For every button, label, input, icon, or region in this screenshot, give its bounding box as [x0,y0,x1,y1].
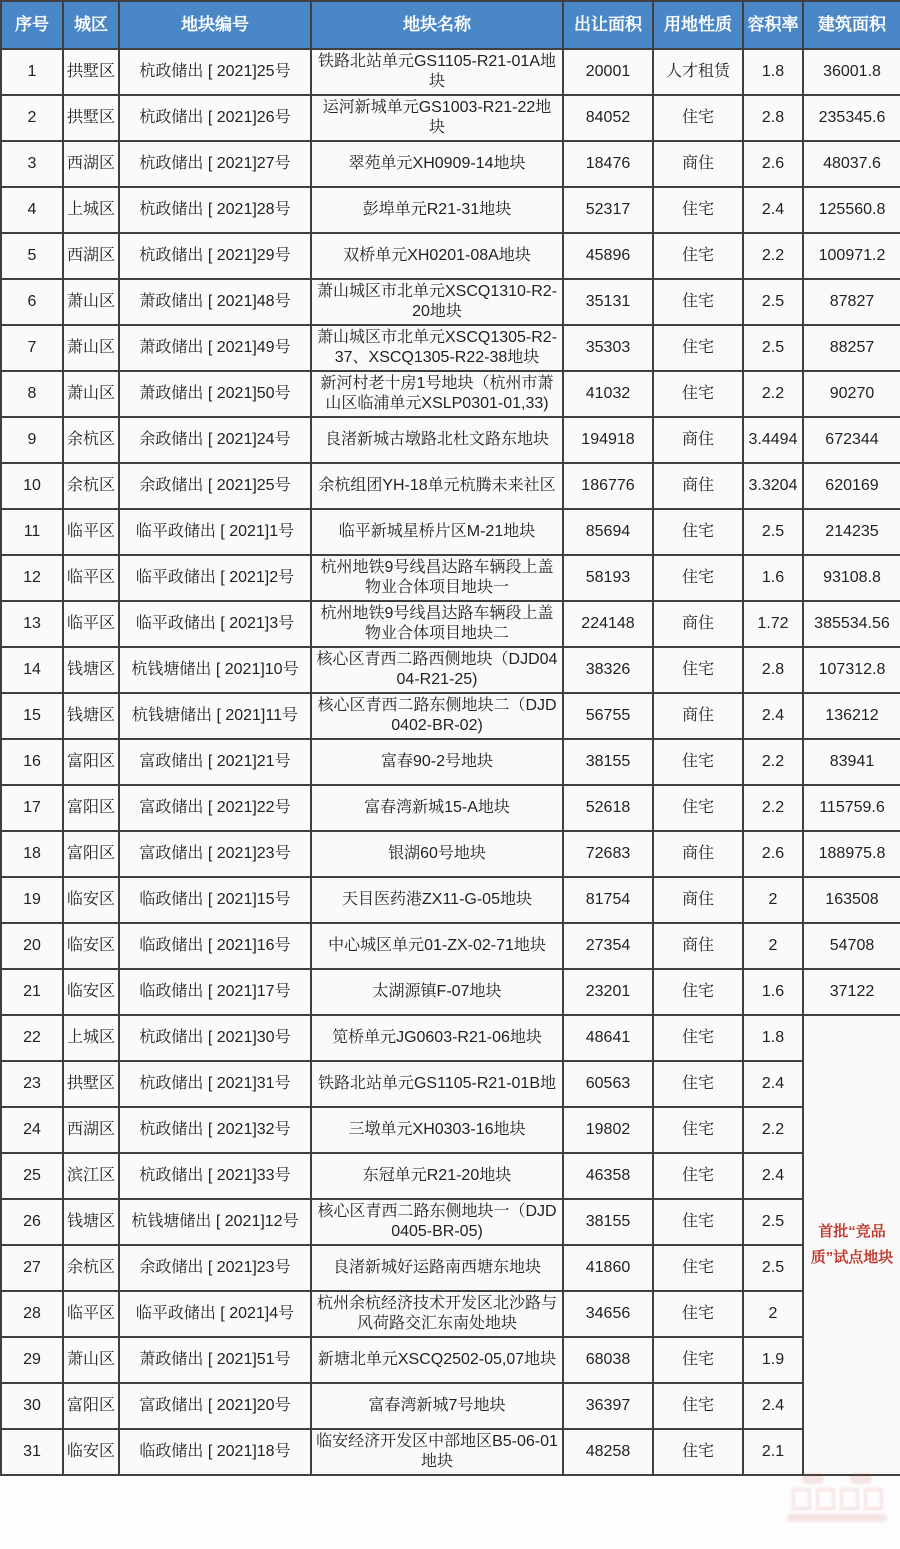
cell-code: 临政储出 [ 2021]16号 [119,923,311,969]
cell-far: 2.2 [743,785,803,831]
cell-district: 临平区 [63,1291,119,1337]
cell-code: 杭政储出 [ 2021]32号 [119,1107,311,1153]
cell-district: 余杭区 [63,1245,119,1291]
cell-use: 住宅 [653,1383,743,1429]
cell-far: 2.4 [743,187,803,233]
table-row [1,877,900,923]
cell-far: 2.6 [743,141,803,187]
cell-name: 新河村老十房1号地块（杭州市萧山区临浦单元XSLP0301-01,33) [311,371,563,417]
cell-district: 萧山区 [63,325,119,371]
cell-far: 2.8 [743,95,803,141]
cell-gfa: 87827 [803,279,900,325]
cell-code: 萧政储出 [ 2021]48号 [119,279,311,325]
cell-no: 1 [1,49,63,95]
cell-far: 2.2 [743,371,803,417]
cell-use: 住宅 [653,371,743,417]
cell-code: 临平政储出 [ 2021]1号 [119,509,311,555]
cell-gfa: 48037.6 [803,141,900,187]
cell-code: 富政储出 [ 2021]21号 [119,739,311,785]
cell-far: 2 [743,877,803,923]
column-header-gfa: 建筑面积 [803,1,900,49]
cell-district: 滨江区 [63,1153,119,1199]
cell-gfa: 385534.56 [803,601,900,647]
cell-district: 富阳区 [63,1383,119,1429]
cell-code: 临政储出 [ 2021]15号 [119,877,311,923]
cell-code: 富政储出 [ 2021]23号 [119,831,311,877]
cell-district: 钱塘区 [63,693,119,739]
cell-district: 萧山区 [63,279,119,325]
cell-use: 商住 [653,601,743,647]
cell-use: 住宅 [653,1061,743,1107]
cell-use: 商住 [653,877,743,923]
cell-no: 9 [1,417,63,463]
cell-code: 杭政储出 [ 2021]28号 [119,187,311,233]
cell-use: 住宅 [653,1107,743,1153]
cell-code: 杭政储出 [ 2021]29号 [119,233,311,279]
cell-district: 临安区 [63,969,119,1015]
table-row [1,1015,900,1061]
cell-name: 双桥单元XH0201-08A地块 [311,233,563,279]
cell-area: 46358 [563,1153,653,1199]
table-row [1,95,900,141]
cell-area: 60563 [563,1061,653,1107]
table-row [1,1199,900,1245]
cell-use: 住宅 [653,509,743,555]
cell-far: 2.4 [743,1383,803,1429]
cell-area: 35303 [563,325,653,371]
cell-area: 41032 [563,371,653,417]
cell-code: 临平政储出 [ 2021]2号 [119,555,311,601]
cell-gfa: 83941 [803,739,900,785]
table-body [1,49,900,1475]
cell-name: 翠苑单元XH0909-14地块 [311,141,563,187]
cell-area: 186776 [563,463,653,509]
table-row [1,509,900,555]
cell-name: 核心区青西二路东侧地块二（DJD0402-BR-02) [311,693,563,739]
table-row [1,1245,900,1291]
cell-no: 15 [1,693,63,739]
cell-far: 1.8 [743,1015,803,1061]
cell-gfa: 136212 [803,693,900,739]
table-row [1,1153,900,1199]
cell-district: 临安区 [63,923,119,969]
cell-name: 富春90-2号地块 [311,739,563,785]
cell-gfa: 125560.8 [803,187,900,233]
column-header-use: 用地性质 [653,1,743,49]
cell-no: 25 [1,1153,63,1199]
cell-code: 杭政储出 [ 2021]26号 [119,95,311,141]
cell-name: 临安经济开发区中部地区B5-06-01地块 [311,1429,563,1475]
cell-no: 20 [1,923,63,969]
cell-no: 22 [1,1015,63,1061]
cell-far: 2.6 [743,831,803,877]
watermark-glyphs [792,1488,883,1510]
cell-district: 上城区 [63,1015,119,1061]
cell-area: 194918 [563,417,653,463]
cell-district: 拱墅区 [63,49,119,95]
cell-use: 商住 [653,923,743,969]
header-row [1,1,900,49]
table-row [1,1383,900,1429]
cell-code: 临平政储出 [ 2021]4号 [119,1291,311,1337]
cell-no: 11 [1,509,63,555]
cell-area: 27354 [563,923,653,969]
cell-area: 23201 [563,969,653,1015]
table-row [1,831,900,877]
cell-far: 1.6 [743,969,803,1015]
cell-no: 21 [1,969,63,1015]
cell-code: 杭政储出 [ 2021]31号 [119,1061,311,1107]
cell-area: 84052 [563,95,653,141]
cell-district: 西湖区 [63,1107,119,1153]
cell-name: 杭州地铁9号线昌达路车辆段上盖物业合体项目地块二 [311,601,563,647]
cell-code: 临政储出 [ 2021]17号 [119,969,311,1015]
table-row [1,463,900,509]
cell-gfa: 93108.8 [803,555,900,601]
cell-no: 30 [1,1383,63,1429]
cell-name: 彭埠单元R21-31地块 [311,187,563,233]
cell-area: 85694 [563,509,653,555]
cell-area: 48258 [563,1429,653,1475]
cell-name: 铁路北站单元GS1105-R21-01A地块 [311,49,563,95]
cell-far: 2 [743,923,803,969]
cell-code: 杭钱塘储出 [ 2021]12号 [119,1199,311,1245]
cell-area: 35131 [563,279,653,325]
cell-area: 34656 [563,1291,653,1337]
table-row [1,417,900,463]
cell-name: 天目医药港ZX11-G-05地块 [311,877,563,923]
cell-area: 45896 [563,233,653,279]
table-row [1,785,900,831]
table-row [1,1429,900,1475]
watermark-caption-bar [787,1514,887,1522]
cell-no: 28 [1,1291,63,1337]
cell-area: 58193 [563,555,653,601]
cell-code: 余政储出 [ 2021]23号 [119,1245,311,1291]
cell-district: 钱塘区 [63,1199,119,1245]
cell-far: 2.8 [743,647,803,693]
cell-far: 2.5 [743,1245,803,1291]
column-header-code: 地块编号 [119,1,311,49]
cell-gfa: 90270 [803,371,900,417]
cell-gfa: 100971.2 [803,233,900,279]
cell-far: 1.72 [743,601,803,647]
table-row [1,693,900,739]
table-row [1,601,900,647]
cell-use: 住宅 [653,1337,743,1383]
cell-code: 杭钱塘储出 [ 2021]10号 [119,647,311,693]
cell-gfa: 37122 [803,969,900,1015]
cell-district: 西湖区 [63,141,119,187]
cell-no: 18 [1,831,63,877]
cell-code: 余政储出 [ 2021]25号 [119,463,311,509]
cell-district: 临平区 [63,555,119,601]
cell-name: 新塘北单元XSCQ2502-05,07地块 [311,1337,563,1383]
cell-district: 拱墅区 [63,1061,119,1107]
cell-use: 住宅 [653,95,743,141]
cell-no: 6 [1,279,63,325]
cell-use: 住宅 [653,647,743,693]
cell-name: 银湖60号地块 [311,831,563,877]
cell-use: 商住 [653,417,743,463]
cell-area: 38326 [563,647,653,693]
cell-gfa: 214235 [803,509,900,555]
column-header-district: 城区 [63,1,119,49]
cell-use: 住宅 [653,555,743,601]
cell-area: 81754 [563,877,653,923]
cell-area: 38155 [563,1199,653,1245]
table-row [1,647,900,693]
cell-use: 住宅 [653,1245,743,1291]
cell-far: 2.4 [743,693,803,739]
cell-far: 2.4 [743,1153,803,1199]
cell-area: 56755 [563,693,653,739]
cell-gfa: 163508 [803,877,900,923]
cell-code: 富政储出 [ 2021]22号 [119,785,311,831]
cell-gfa: 36001.8 [803,49,900,95]
cell-name: 核心区青西二路西侧地块（DJD0404-R21-25) [311,647,563,693]
table-row [1,325,900,371]
cell-district: 富阳区 [63,739,119,785]
cell-code: 临政储出 [ 2021]18号 [119,1429,311,1475]
cell-name: 笕桥单元JG0603-R21-06地块 [311,1015,563,1061]
cell-no: 17 [1,785,63,831]
cell-code: 萧政储出 [ 2021]51号 [119,1337,311,1383]
column-header-no: 序号 [1,1,63,49]
cell-name: 富春湾新城7号地块 [311,1383,563,1429]
cell-code: 富政储出 [ 2021]20号 [119,1383,311,1429]
cell-far: 2.5 [743,1199,803,1245]
cell-area: 224148 [563,601,653,647]
cell-name: 余杭组团YH-18单元杭腾未来社区 [311,463,563,509]
cell-no: 13 [1,601,63,647]
cell-no: 2 [1,95,63,141]
cell-no: 27 [1,1245,63,1291]
cell-no: 3 [1,141,63,187]
cell-gfa: 672344 [803,417,900,463]
cell-district: 拱墅区 [63,95,119,141]
cell-area: 48641 [563,1015,653,1061]
table-row [1,49,900,95]
cell-code: 余政储出 [ 2021]24号 [119,417,311,463]
cell-far: 1.8 [743,49,803,95]
cell-name: 良渚新城古墩路北杜文路东地块 [311,417,563,463]
cell-name: 中心城区单元01-ZX-02-71地块 [311,923,563,969]
table-row [1,141,900,187]
cell-district: 萧山区 [63,371,119,417]
cell-no: 16 [1,739,63,785]
cell-use: 住宅 [653,785,743,831]
cell-far: 2.2 [743,739,803,785]
cell-use: 住宅 [653,969,743,1015]
cell-use: 商住 [653,693,743,739]
cell-no: 8 [1,371,63,417]
cell-use: 人才租赁 [653,49,743,95]
cell-far: 2.5 [743,325,803,371]
cell-no: 29 [1,1337,63,1383]
cell-no: 24 [1,1107,63,1153]
cell-far: 2 [743,1291,803,1337]
cell-district: 临安区 [63,1429,119,1475]
cell-no: 19 [1,877,63,923]
cell-code: 临平政储出 [ 2021]3号 [119,601,311,647]
cell-district: 余杭区 [63,463,119,509]
cell-district: 临平区 [63,509,119,555]
cell-area: 72683 [563,831,653,877]
table-row [1,187,900,233]
column-header-name: 地块名称 [311,1,563,49]
cell-far: 2.2 [743,1107,803,1153]
merged-note-cell: 首批“竞品质”试点地块 [803,1015,900,1475]
watermark-logo [782,1473,892,1543]
cell-use: 商住 [653,463,743,509]
cell-name: 太湖源镇F-07地块 [311,969,563,1015]
cell-name: 三墩单元XH0303-16地块 [311,1107,563,1153]
cell-name: 运河新城单元GS1003-R21-22地块 [311,95,563,141]
cell-use: 商住 [653,141,743,187]
cell-far: 2.5 [743,509,803,555]
cell-name: 良渚新城好运路南西塘东地块 [311,1245,563,1291]
table-row [1,279,900,325]
cell-far: 1.9 [743,1337,803,1383]
cell-area: 36397 [563,1383,653,1429]
cell-no: 7 [1,325,63,371]
cell-use: 住宅 [653,1429,743,1475]
column-header-far: 容积率 [743,1,803,49]
cell-use: 住宅 [653,1015,743,1061]
cell-no: 23 [1,1061,63,1107]
cell-no: 12 [1,555,63,601]
cell-name: 东冠单元R21-20地块 [311,1153,563,1199]
cell-district: 钱塘区 [63,647,119,693]
cell-code: 萧政储出 [ 2021]50号 [119,371,311,417]
cell-gfa: 54708 [803,923,900,969]
cell-area: 41860 [563,1245,653,1291]
cell-gfa: 188975.8 [803,831,900,877]
cell-far: 2.2 [743,233,803,279]
cell-use: 住宅 [653,279,743,325]
cell-area: 52618 [563,785,653,831]
cell-name: 富春湾新城15-A地块 [311,785,563,831]
cell-far: 1.6 [743,555,803,601]
cell-name: 杭州地铁9号线昌达路车辆段上盖物业合体项目地块一 [311,555,563,601]
cell-gfa: 88257 [803,325,900,371]
cell-no: 31 [1,1429,63,1475]
cell-name: 临平新城星桥片区M-21地块 [311,509,563,555]
cell-district: 余杭区 [63,417,119,463]
cell-use: 商住 [653,831,743,877]
cell-use: 住宅 [653,739,743,785]
table-row [1,371,900,417]
table-row [1,1107,900,1153]
cell-district: 富阳区 [63,831,119,877]
table-row [1,1061,900,1107]
cell-name: 萧山城区市北单元XSCQ1305-R2-37、XSCQ1305-R22-38地块 [311,325,563,371]
cell-code: 萧政储出 [ 2021]49号 [119,325,311,371]
cell-far: 2.5 [743,279,803,325]
table-header [1,1,900,49]
cell-far: 3.3204 [743,463,803,509]
cell-use: 住宅 [653,1199,743,1245]
cell-area: 38155 [563,739,653,785]
cell-code: 杭政储出 [ 2021]27号 [119,141,311,187]
column-header-area: 出让面积 [563,1,653,49]
cell-area: 19802 [563,1107,653,1153]
cell-code: 杭政储出 [ 2021]30号 [119,1015,311,1061]
cell-area: 52317 [563,187,653,233]
cell-gfa: 620169 [803,463,900,509]
table-row [1,969,900,1015]
table-row [1,923,900,969]
cell-gfa: 107312.8 [803,647,900,693]
cell-gfa: 115759.6 [803,785,900,831]
cell-name: 核心区青西二路东侧地块一（DJD0405-BR-05) [311,1199,563,1245]
cell-code: 杭钱塘储出 [ 2021]11号 [119,693,311,739]
cell-district: 萧山区 [63,1337,119,1383]
cell-far: 2.1 [743,1429,803,1475]
cell-area: 20001 [563,49,653,95]
cell-district: 临平区 [63,601,119,647]
cell-use: 住宅 [653,325,743,371]
cell-district: 上城区 [63,187,119,233]
cell-district: 临安区 [63,877,119,923]
table-row [1,555,900,601]
cell-use: 住宅 [653,233,743,279]
table-row [1,1337,900,1383]
cell-far: 2.4 [743,1061,803,1107]
cell-use: 住宅 [653,1291,743,1337]
cell-gfa: 235345.6 [803,95,900,141]
cell-code: 杭政储出 [ 2021]33号 [119,1153,311,1199]
cell-district: 富阳区 [63,785,119,831]
cell-no: 14 [1,647,63,693]
cell-name: 萧山城区市北单元XSCQ1310-R2-20地块 [311,279,563,325]
cell-far: 3.4494 [743,417,803,463]
cell-name: 铁路北站单元GS1105-R21-01B地 [311,1061,563,1107]
cell-district: 西湖区 [63,233,119,279]
table-row [1,739,900,785]
cell-code: 杭政储出 [ 2021]25号 [119,49,311,95]
cell-area: 18476 [563,141,653,187]
table-row [1,1291,900,1337]
cell-name: 杭州余杭经济技术开发区北沙路与风荷路交汇东南处地块 [311,1291,563,1337]
cell-use: 住宅 [653,187,743,233]
cell-no: 4 [1,187,63,233]
cell-no: 10 [1,463,63,509]
cell-use: 住宅 [653,1153,743,1199]
cell-no: 26 [1,1199,63,1245]
cell-no: 5 [1,233,63,279]
cell-area: 68038 [563,1337,653,1383]
table-row [1,233,900,279]
